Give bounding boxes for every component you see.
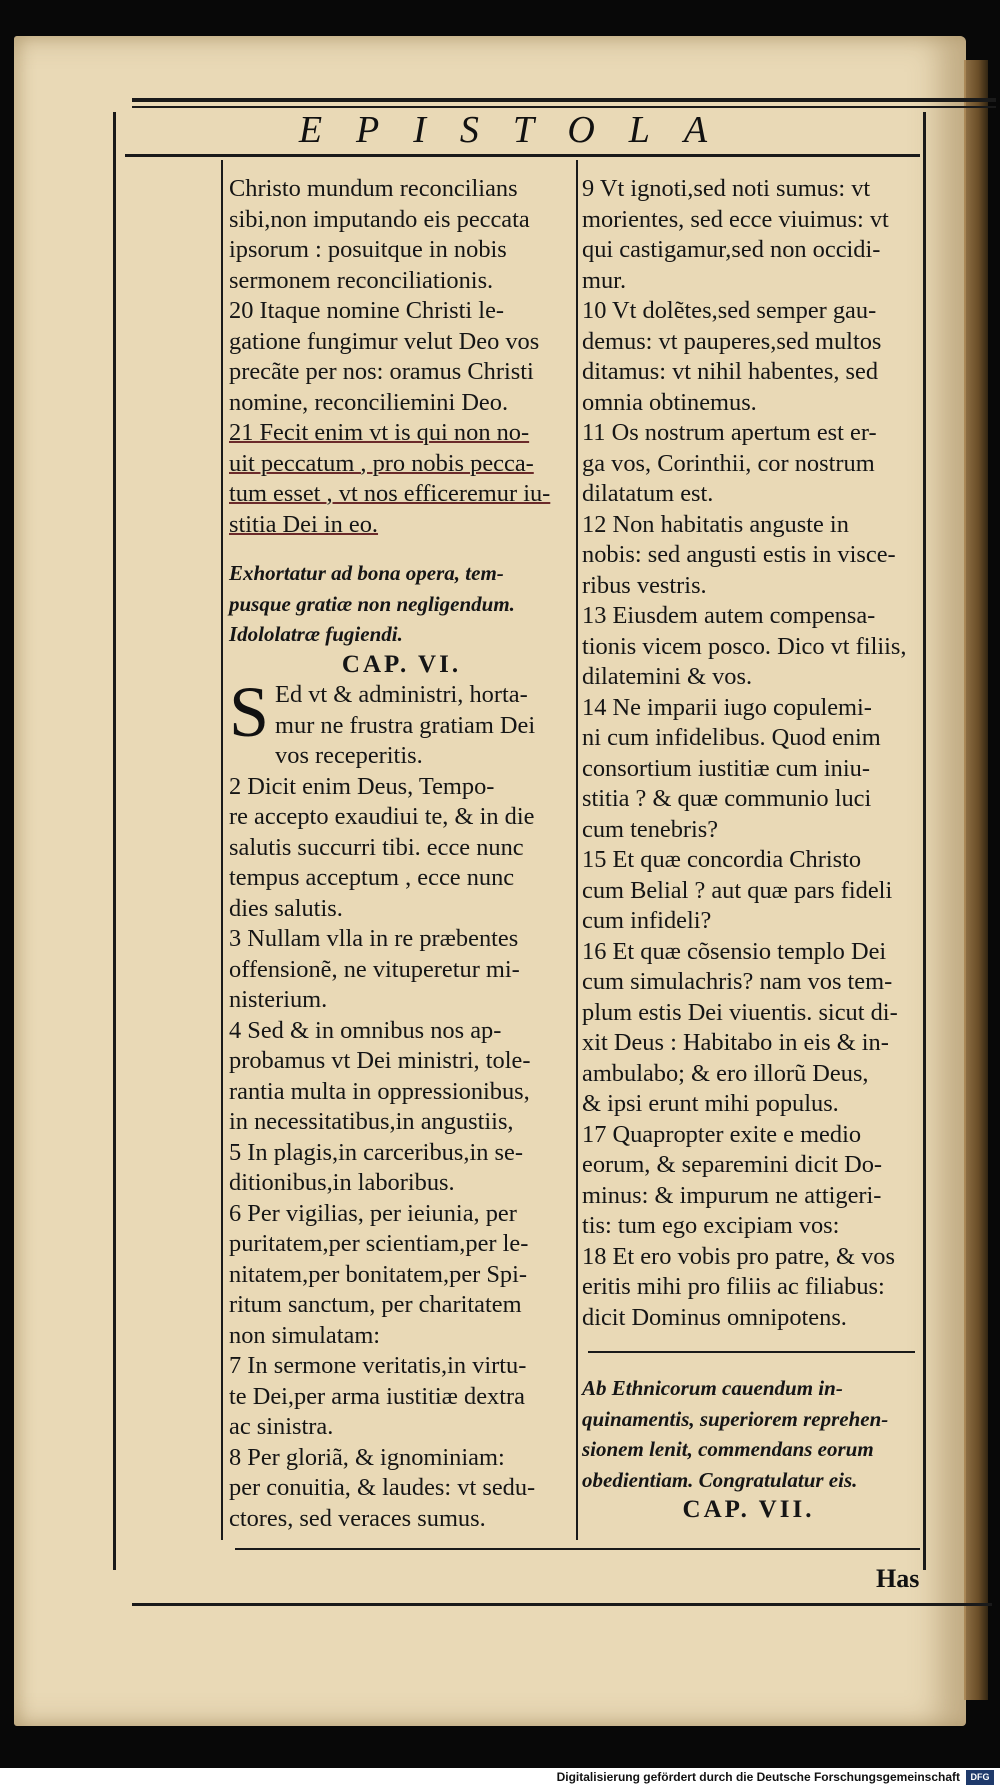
line-text: quinamentis, superiorem reprehen- <box>582 1406 889 1431</box>
bottom-rule <box>235 1548 920 1550</box>
line-text: 17 Quapropter exite e medio <box>582 1120 862 1148</box>
line-text: ribus vestris. <box>582 571 707 599</box>
line-text: te Dei,per arma iustitiæ dextra <box>229 1382 525 1410</box>
line-text: xit Deus : Habitabo in eis & in- <box>582 1029 889 1056</box>
line-text: precãte per nos: oramus Christi <box>229 358 534 385</box>
line-text: nobis: sed angusti estis in visce- <box>582 541 896 568</box>
verse-line <box>229 1290 574 1321</box>
line-text: ctores, sed veraces sumus. <box>229 1504 486 1532</box>
line-text: mur ne frustra gratiam Dei <box>275 711 536 739</box>
line-text: re accepto exaudiui te, & in die <box>229 803 535 830</box>
verse-line <box>582 357 915 388</box>
line-text: Idololatræ fugiendi. <box>229 622 403 646</box>
verse-line <box>582 1059 915 1090</box>
verse-line <box>582 845 915 876</box>
chapter-argument <box>229 589 574 620</box>
verse-line <box>229 711 574 742</box>
verse-line <box>229 924 574 955</box>
line-text: ipsorum : posuitque in nobis <box>229 236 507 263</box>
digitization-credit: Digitalisierung gefördert durch die Deutsche Forschungsgemeinschaft <box>556 1770 960 1784</box>
verse-line <box>582 1120 915 1151</box>
verse-line <box>229 296 574 327</box>
verse-line <box>582 662 915 693</box>
verse-line <box>229 863 574 894</box>
right-column <box>582 174 915 1526</box>
verse-line <box>229 1229 574 1260</box>
chapter-argument <box>229 619 574 650</box>
line-text: Exhortatur ad bona opera, tem- <box>229 561 504 585</box>
verse-line <box>582 205 915 236</box>
verse-line <box>229 266 574 297</box>
line-text: 14 Ne imparii iugo copulemi- <box>582 693 872 721</box>
line-text: ditamus: vt nihil habentes, sed <box>582 358 879 385</box>
line-text: dicit Dominus omnipotens. <box>582 1303 847 1331</box>
verse-line <box>229 1138 574 1169</box>
catchword: Has <box>876 1564 920 1593</box>
verse-line <box>229 1321 574 1352</box>
line-text: consortium iustitiæ cum iniu- <box>582 754 870 782</box>
verse-line <box>582 601 915 632</box>
verse-line <box>582 235 915 266</box>
line-text: cum tenebris? <box>582 815 719 843</box>
left-column <box>229 174 574 1534</box>
spacer <box>229 540 574 558</box>
verse-line <box>582 571 915 602</box>
line-text: tis: tum ego excipiam vos: <box>582 1212 840 1239</box>
line-text: salutis succurri tibi. ecce nunc <box>229 833 524 861</box>
line-text: gatione fungimur velut Deo vos <box>229 327 540 355</box>
verse-line <box>582 327 915 358</box>
line-text: 3 Nullam vlla in re præbentes <box>229 925 519 952</box>
verse-line <box>229 449 574 480</box>
line-text: probamus vt Dei ministri, tole- <box>229 1047 531 1074</box>
verse-line <box>582 418 915 449</box>
verse-line <box>229 479 574 510</box>
verse-line <box>582 906 915 937</box>
line-text: 4 Sed & in omnibus nos ap- <box>229 1016 502 1044</box>
line-text: obedientiam. Congratulatur eis. <box>582 1467 858 1492</box>
verse-line <box>229 772 574 803</box>
verse-line <box>582 693 915 724</box>
verse-line <box>582 937 915 968</box>
verse-line <box>582 784 915 815</box>
verse-line <box>582 998 915 1029</box>
line-text: offensionẽ, ne vituperetur mi- <box>229 955 520 983</box>
chapter-argument <box>582 1465 915 1496</box>
verse-line <box>582 266 915 297</box>
verse-line <box>582 723 915 754</box>
verse-line <box>229 1382 574 1413</box>
line-text: stitia Dei in eo. <box>229 510 379 538</box>
line-text: 2 Dicit enim Deus, Tempo- <box>229 772 495 800</box>
drop-cap: S <box>229 672 270 752</box>
verse-line <box>229 1199 574 1230</box>
verse-line <box>582 876 915 907</box>
verse-line <box>229 1504 574 1535</box>
verse-line <box>229 833 574 864</box>
line-text: 16 Et quæ cõsensio templo Dei <box>582 937 887 965</box>
line-text: 10 Vt dolẽtes,sed semper gau- <box>582 297 877 324</box>
page-edge <box>964 60 988 1700</box>
line-text: pusque gratiæ non negligendum. <box>229 591 515 616</box>
verse-line <box>582 296 915 327</box>
line-text: 11 Os nostrum apertum est er- <box>582 419 877 446</box>
verse-line <box>229 802 574 833</box>
verse-line <box>229 1443 574 1474</box>
chapter-argument <box>582 1434 915 1465</box>
line-text: 6 Per vigilias, per ieiunia, per <box>229 1199 517 1227</box>
line-text: CAP. VI. <box>341 650 462 678</box>
line-text: sibi,non imputando eis peccata <box>229 205 530 233</box>
verse-line <box>229 894 574 925</box>
line-text: ni cum infidelibus. Quod enim <box>582 724 881 751</box>
line-text: eritis mihi pro filiis ac filiabus: <box>582 1273 885 1300</box>
line-text: 18 Et ero vobis pro patre, & vos <box>582 1242 895 1270</box>
line-text: 15 Et quæ concordia Christo <box>582 846 862 873</box>
verse-line <box>229 1016 574 1047</box>
line-text: dilatatum est. <box>582 480 714 507</box>
line-text: nitatem,per bonitatem,per Spi- <box>229 1260 528 1288</box>
line-text: puritatem,per scientiam,per le- <box>229 1230 529 1257</box>
line-text: eorum, & separemini dicit Do- <box>582 1151 883 1178</box>
line-text: Christo mundum reconcilians <box>229 175 518 202</box>
line-text: CAP. VII. <box>682 1496 815 1523</box>
verse-line <box>582 967 915 998</box>
verse-line <box>229 357 574 388</box>
line-text: per conuitia, & laudes: vt sedu- <box>229 1474 536 1501</box>
running-head: EPISTOLA <box>298 109 742 151</box>
head-rule <box>125 154 920 157</box>
verse-line <box>582 1181 915 1212</box>
verse-line <box>582 1272 915 1303</box>
line-text: Ed vt & administri, horta- <box>275 681 528 708</box>
line-text: uit peccatum , pro nobis pecca- <box>229 449 534 477</box>
top-rule-outer <box>132 98 996 102</box>
line-text: cum simulachris? nam vos tem- <box>582 968 893 995</box>
line-text: morientes, sed ecce viuimus: vt <box>582 205 889 233</box>
frame-right-rule <box>923 112 926 1570</box>
line-text: 12 Non habitatis anguste in <box>582 510 849 538</box>
chapter-heading <box>229 650 574 681</box>
verse-line <box>229 205 574 236</box>
dfg-logo: DFG <box>966 1770 994 1785</box>
verse-line <box>229 418 574 449</box>
verse-line <box>229 510 574 541</box>
verse-line <box>582 174 915 205</box>
verse-line <box>229 174 574 205</box>
line-text: in necessitatibus,in angustiis, <box>229 1108 514 1135</box>
line-text: demus: vt pauperes,sed multos <box>582 327 882 355</box>
line-text: tempus acceptum , ecce nunc <box>229 864 515 891</box>
inner-left-rule <box>221 160 223 1540</box>
verse-line <box>229 1107 574 1138</box>
line-text: plum estis Dei viuentis. sicut di- <box>582 998 898 1026</box>
verse-line <box>582 632 915 663</box>
verse-line <box>229 1046 574 1077</box>
verse-line <box>229 1473 574 1504</box>
line-text: mur. <box>582 266 627 294</box>
line-text: vos receperitis. <box>275 742 423 769</box>
verse-line <box>582 510 915 541</box>
verse-line <box>582 449 915 480</box>
verse-line <box>582 1211 915 1242</box>
line-text: stitia ? & quæ communio luci <box>582 785 872 812</box>
line-text: nisterium. <box>229 986 328 1013</box>
verse-line <box>229 955 574 986</box>
verse-line <box>582 754 915 785</box>
verse-line <box>229 741 574 772</box>
line-text: minus: & impurum ne attigeri- <box>582 1181 882 1209</box>
chapter-argument <box>582 1404 915 1435</box>
chapter-heading <box>582 1495 915 1526</box>
line-text: & ipsi erunt mihi populus. <box>582 1090 839 1117</box>
line-text: non simulatam: <box>229 1321 381 1349</box>
line-text: ac sinistra. <box>229 1413 334 1440</box>
line-text: omnia obtinemus. <box>582 388 757 416</box>
bottom-rule-2 <box>132 1603 992 1606</box>
verse-line <box>582 1303 915 1334</box>
line-text: 9 Vt ignoti,sed noti sumus: vt <box>582 175 871 202</box>
verse-line <box>582 815 915 846</box>
line-text: cum Belial ? aut quæ pars fideli <box>582 876 893 904</box>
line-text: rantia multa in oppressionibus, <box>229 1077 530 1105</box>
chapter-argument <box>582 1373 915 1404</box>
line-text: ritum sanctum, per charitatem <box>229 1291 522 1318</box>
line-text: 8 Per gloriã, & ignominiam: <box>229 1443 505 1471</box>
line-text: qui castigamur,sed non occidi- <box>582 236 881 263</box>
line-text: 20 Itaque nomine Christi le- <box>229 297 505 324</box>
line-text: dilatemini & vos. <box>582 663 753 690</box>
section-rule <box>588 1351 915 1373</box>
verse-line <box>229 985 574 1016</box>
digitization-footer <box>0 1768 1000 1787</box>
line-text: sionem lenit, commendans eorum <box>582 1437 874 1461</box>
verse-line <box>229 1412 574 1443</box>
verse-line <box>229 1351 574 1382</box>
line-text: ambulabo; & ero illorũ Deus, <box>582 1059 869 1087</box>
line-text: dies salutis. <box>229 894 343 922</box>
verse-line <box>229 1077 574 1108</box>
verse-line <box>229 1260 574 1291</box>
line-text: Ab Ethnicorum cauendum in- <box>582 1376 843 1400</box>
line-text: ga vos, Corinthii, cor nostrum <box>582 449 875 477</box>
verse-line <box>582 1028 915 1059</box>
verse-line <box>229 388 574 419</box>
verse-line <box>582 479 915 510</box>
verse-line <box>582 1150 915 1181</box>
line-text: nomine, reconciliemini Deo. <box>229 388 509 416</box>
verse-line <box>582 1089 915 1120</box>
frame-left-rule <box>113 112 116 1570</box>
spacer <box>582 1333 915 1351</box>
line-text: tionis vicem posco. Dico vt filiis, <box>582 632 907 660</box>
verse-line <box>582 540 915 571</box>
verse-line <box>229 327 574 358</box>
line-text: sermonem reconciliationis. <box>229 266 494 294</box>
line-text: cum infideli? <box>582 907 712 934</box>
line-text: ditionibus,in laboribus. <box>229 1169 455 1196</box>
line-text: 5 In plagis,in carceribus,in se- <box>229 1138 523 1166</box>
line-text: 21 Fecit enim vt is qui non no- <box>229 419 530 446</box>
line-text: 7 In sermone veritatis,in virtu- <box>229 1352 527 1379</box>
verse-line <box>229 235 574 266</box>
column-divider <box>576 160 578 1540</box>
verse-line <box>229 1168 574 1199</box>
line-text: 13 Eiusdem autem compensa- <box>582 602 876 629</box>
line-text: tum esset , vt nos efficeremur iu- <box>229 480 551 507</box>
chapter-argument <box>229 558 574 589</box>
verse-line <box>582 388 915 419</box>
verse-line <box>582 1242 915 1273</box>
